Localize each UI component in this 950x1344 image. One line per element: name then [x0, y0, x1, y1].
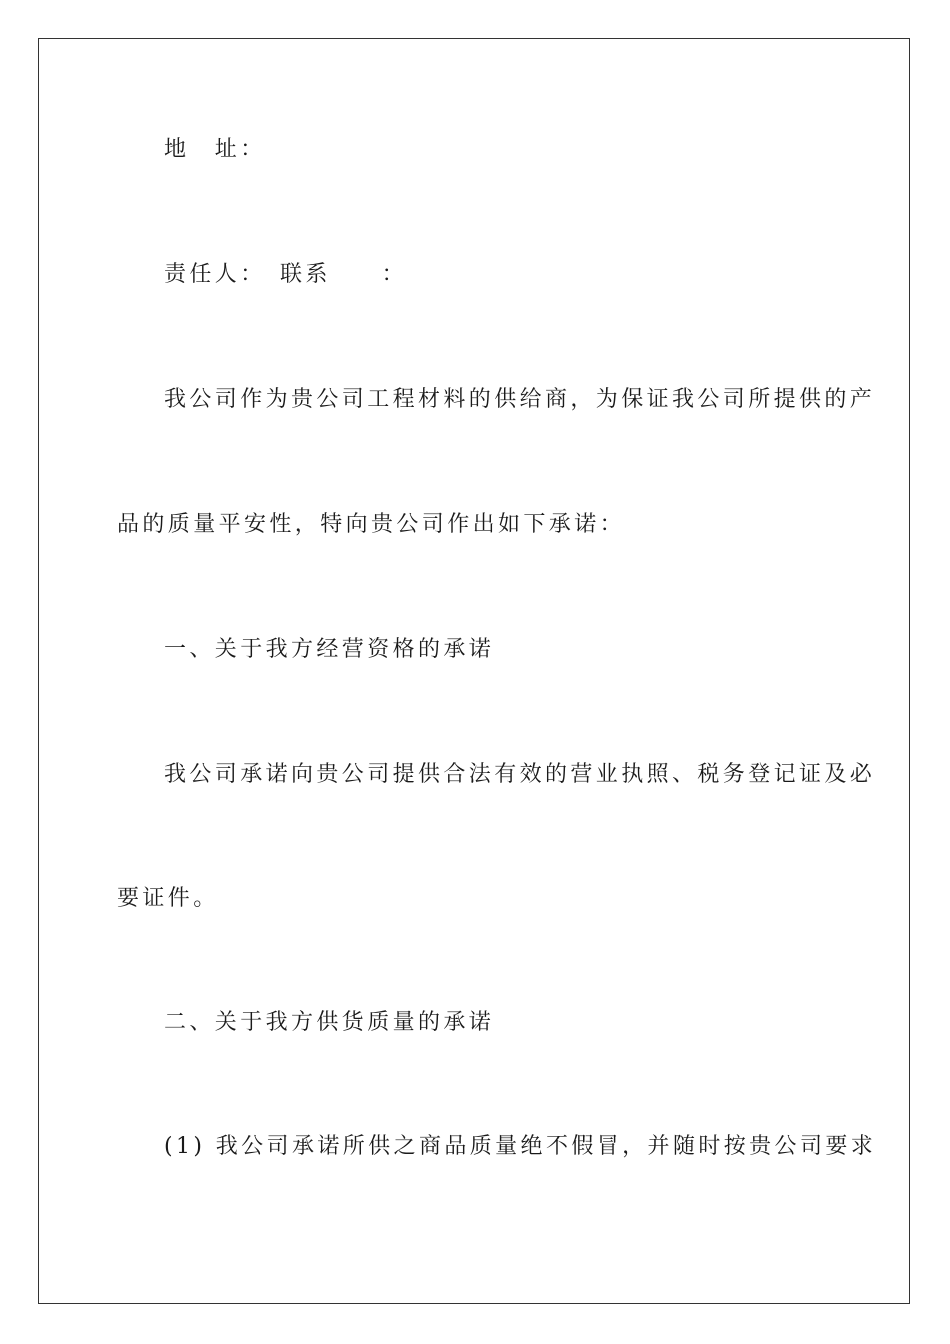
section2-item-1: (1) 我公司承诺所供之商品质量绝不假冒，并随时按贵公司要求 [164, 1134, 877, 1159]
contact-line: 责任人： 联系 ： [164, 262, 408, 287]
intro-paragraph-line-1: 我公司作为贵公司工程材料的供给商，为保证我公司所提供的产 [164, 387, 876, 412]
intro-paragraph-line-2: 品的质量平安性，特向贵公司作出如下承诺： [117, 512, 626, 537]
section1-heading: 一、关于我方经营资格的承诺 [164, 637, 495, 662]
section1-paragraph-line-1: 我公司承诺向贵公司提供合法有效的营业执照、税务登记证及必 [164, 762, 876, 787]
page-border [38, 38, 910, 1304]
address-line: 地 址： [164, 137, 266, 162]
section2-heading: 二、关于我方供货质量的承诺 [164, 1010, 495, 1035]
section1-paragraph-line-2: 要证件。 [117, 886, 219, 911]
